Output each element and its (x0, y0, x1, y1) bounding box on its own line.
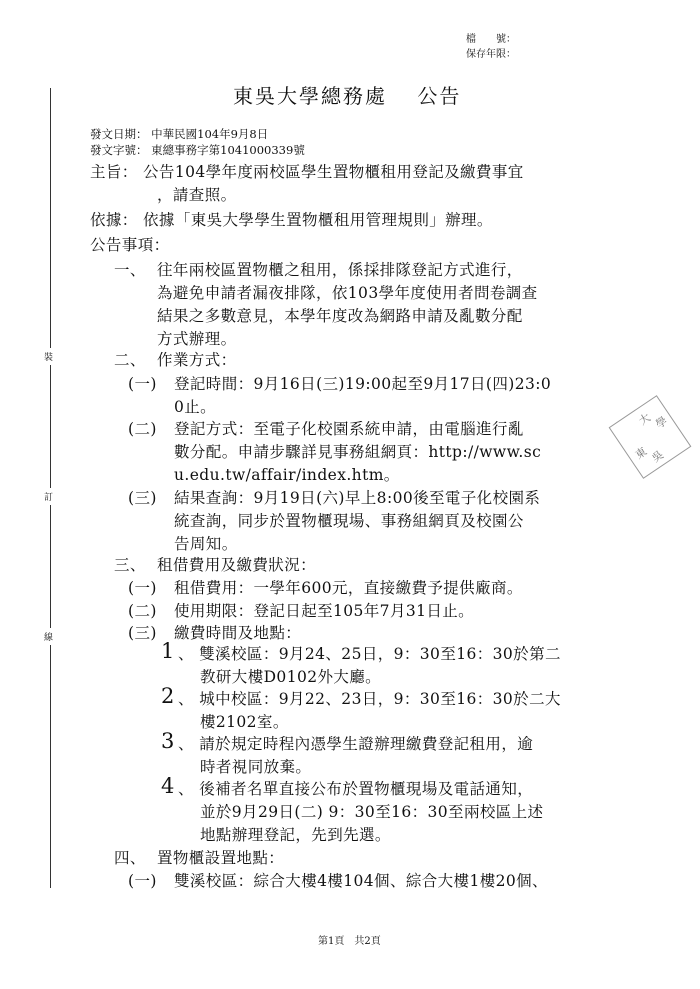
section-2-heading: 作業方式： (157, 351, 237, 369)
section-3-sub-label: (二) (128, 602, 157, 620)
section-3-sub-text: 租借費用：一學年600元，直接繳費予提供廠商。 (174, 579, 523, 597)
section-2-sub-line: 數分配。申請步驟詳見事務組網頁：http://www.sc (174, 443, 542, 461)
section-3-heading: 租借費用及繳費狀況： (157, 556, 317, 574)
point-number: 2 (161, 684, 175, 708)
section-2-sub-line: 0止。 (174, 398, 217, 416)
section-3-sub-label: (三) (128, 624, 157, 642)
point-line: 樓2102室。 (200, 713, 289, 731)
issue-date: 發文日期： 中華民國104年9月8日 (90, 127, 269, 141)
section-1-line: 結果之多數意見，本學年度改為網路申請及亂數分配 (157, 307, 523, 325)
point-line: 、 請於規定時程內憑學生證辦理繳費登記租用，逾 (178, 735, 534, 753)
section-4-sub-text: 雙溪校區：綜合大樓4樓104個、綜合大樓1樓20個、 (174, 872, 548, 890)
section-1-line: 往年兩校區置物櫃之租用，係採排隊登記方式進行， (157, 261, 523, 279)
point-line: 、 後補者名單直接公布於置物櫃現場及電話通知， (178, 780, 534, 798)
section-4-label: 四、 (114, 849, 146, 867)
binding-mark-bottom: 線 (44, 628, 53, 645)
section-3-label: 三、 (114, 556, 146, 574)
section-3-sub-label: (一) (128, 579, 157, 597)
point-line: 時者視同放棄。 (200, 758, 312, 776)
point-line: 教研大樓D0102外大廳。 (200, 668, 382, 686)
document-number: 發文字號： 東總事務字第1041000339號 (90, 143, 305, 157)
section-4-sub-label: (一) (128, 872, 157, 890)
section-2-sub-label: (三) (128, 489, 157, 507)
section-2-sub-line: 登記時間：9月16日(三)19:00起至9月17日(四)23:0 (174, 375, 552, 393)
binding-mark-top: 裝 (44, 348, 53, 365)
section-2-sub-line: u.edu.tw/affair/index.htm。 (174, 466, 400, 484)
section-2-sub-label: (二) (128, 420, 157, 438)
point-number: 4 (161, 774, 175, 798)
section-1-line: 為避免申請者漏夜排隊，依103學年度使用者問卷調查 (157, 284, 538, 302)
binding-mark-middle: 訂 (44, 488, 53, 505)
point-number: 1 (161, 639, 175, 663)
page-footer: 第1頁 共2頁 (318, 936, 381, 947)
subject-line-cont: ，請查照。 (157, 186, 237, 204)
point-line: 、 城中校區：9月22、23日，9：30至16：30於二大 (178, 690, 561, 708)
section-2-sub-label: (一) (128, 375, 157, 393)
section-3-sub-text: 使用期限：登記日起至105年7月31日止。 (174, 602, 475, 620)
section-4-heading: 置物櫃設置地點： (157, 849, 285, 867)
retention-period-label: 保存年限： (466, 49, 516, 60)
basis-line: 依據： 依據「東吳大學學生置物櫃租用管理規則」辦理。 (90, 211, 493, 229)
page-title: 東吳大學總務處 公告 (233, 84, 462, 108)
point-number: 3 (161, 729, 175, 753)
point-line: 地點辦理登記，先到先選。 (200, 826, 391, 844)
section-1-line: 方式辦理。 (157, 330, 237, 348)
point-line: 並於9月29日(二) 9：30至16：30至兩校區上述 (200, 803, 544, 821)
file-number-label: 檔 號： (466, 34, 516, 45)
section-3-sub-text: 繳費時間及地點： (174, 624, 302, 642)
subject-line: 主旨： 公告104學年度兩校區學生置物櫃租用登記及繳費事宜 (90, 163, 524, 181)
section-1-label: 一、 (114, 261, 146, 279)
point-line: 、 雙溪校區：9月24、25日，9：30至16：30於第二 (178, 645, 561, 663)
section-2-sub-line: 統查詢，同步於置物櫃現場、事務組網頁及校園公 (174, 512, 524, 530)
section-2-sub-line: 結果查詢：9月19日(六)早上8:00後至電子化校園系 (174, 489, 541, 507)
section-2-sub-line: 告周知。 (174, 535, 238, 553)
section-2-label: 二、 (114, 351, 146, 369)
announcement-items-heading: 公告事項： (90, 236, 170, 254)
section-2-sub-line: 登記方式：至電子化校園系統申請，由電腦進行亂 (174, 420, 524, 438)
seal-stamp: 東 吳 大 學 (609, 395, 692, 479)
